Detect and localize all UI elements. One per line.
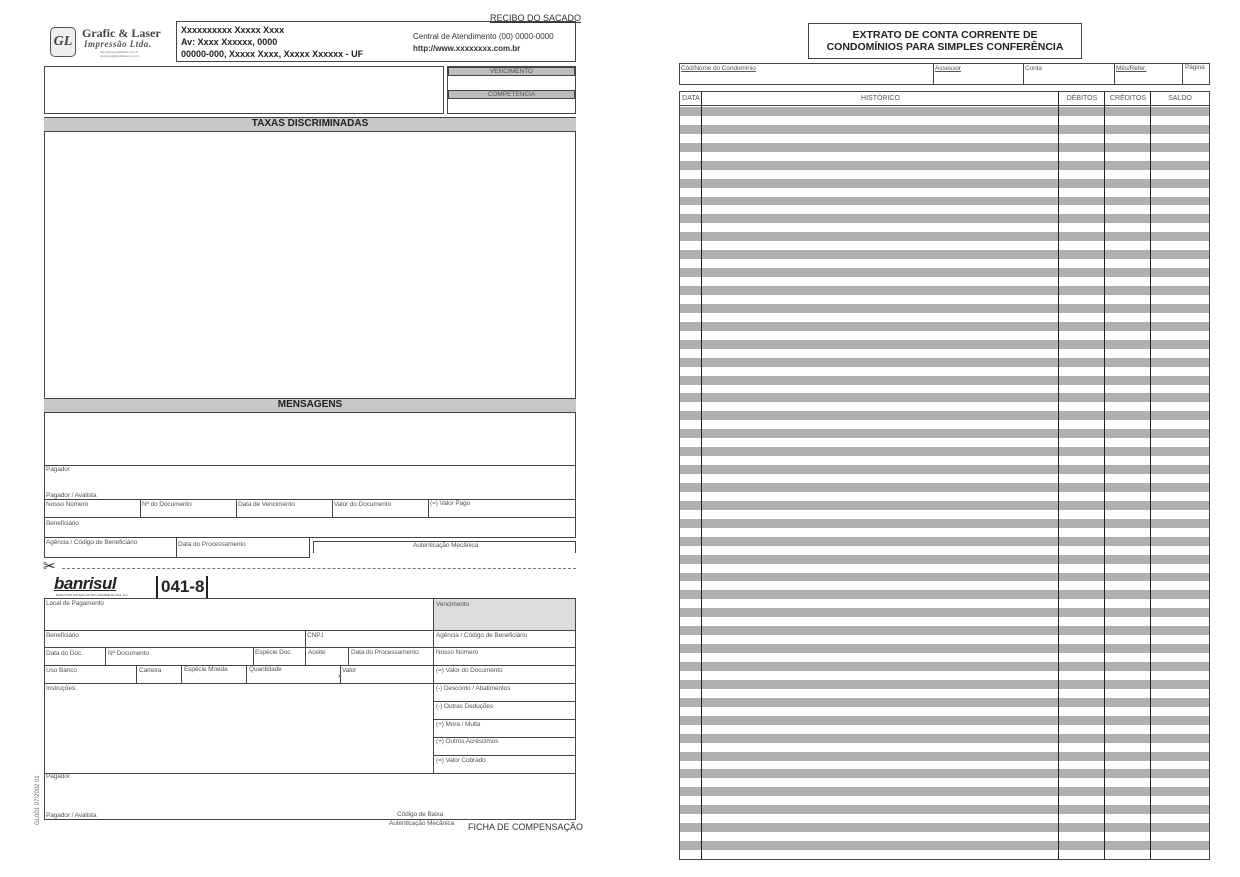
taxas-header: TAXAS DISCRIMINADAS (44, 117, 576, 132)
ledger-row-stripe (680, 769, 1209, 778)
banrisul-subtext: BANCO DO ESTADO DO RIO GRANDE DO SUL S.A. (56, 593, 129, 597)
instrucoes-label: Instruções: (46, 685, 77, 692)
col-historico: HISTÓRICO (861, 95, 900, 102)
valor-cobrado-label: (=) Valor Cobrado (436, 757, 486, 764)
codigo-baixa-label: Código de Baixa (397, 811, 444, 818)
ficha-title: FICHA DE COMPENSAÇÃO (468, 822, 584, 832)
ledger-row-stripe (680, 107, 1209, 116)
col-saldo: SALDO (1168, 95, 1192, 102)
ledger-row-stripe (680, 573, 1209, 582)
ledger-row-stripe (680, 698, 1209, 707)
company-logo (48, 24, 173, 62)
ledger-row-stripe (680, 179, 1209, 188)
valor-label: Valor (342, 667, 357, 674)
logo-line2: Impressão Ltda. (84, 39, 152, 49)
col-creditos: CRÉDITOS (1109, 95, 1147, 102)
ledger-row-stripe (680, 304, 1209, 313)
ledger-row-stripe (680, 232, 1209, 241)
ledger-row-stripe (680, 322, 1209, 331)
ledger-row-stripe (680, 644, 1209, 653)
ficha-valor-documento-label: (=) Valor do Documento (436, 667, 503, 674)
nosso-numero-label: Nosso Número (46, 501, 89, 508)
ledger-row-stripe (680, 805, 1209, 814)
col-divider-historico (1058, 92, 1059, 860)
ledger-row-stripe (680, 608, 1209, 617)
address-line1: Xxxxxxxxxx Xxxxx Xxxx (181, 25, 285, 35)
valor-documento-label: Valor do Documento (334, 501, 391, 508)
ledger-row-stripe (680, 214, 1209, 223)
ledger-body (680, 107, 1209, 859)
contact-url: http://www.xxxxxxxx.com.br (413, 44, 521, 53)
pagador-box (44, 465, 576, 500)
especie-doc-label: Espécie Doc. (255, 649, 293, 656)
x-mark: x (338, 673, 342, 680)
ledger-row-stripe (680, 161, 1209, 170)
ledger-row-stripe (680, 268, 1209, 277)
ledger-row-stripe (680, 465, 1209, 474)
competencia-header: COMPETÊNCIA (448, 90, 575, 99)
pagador-avalista-label: Pagador / Avalista (46, 492, 97, 499)
ledger-row-stripe (680, 716, 1209, 725)
n-documento-label: Nº do Documento (142, 501, 192, 508)
uso-banco-label: Uso Banco (46, 667, 77, 674)
assessor-field[interactable]: Assessor (935, 65, 961, 72)
dates-box (447, 66, 576, 114)
ficha-pagador-avalista-label: Pagador / Avalista (46, 812, 97, 819)
ledger-row-stripe (680, 734, 1209, 743)
mensagens-header: MENSAGENS (44, 398, 576, 413)
col-divider-data (701, 92, 702, 860)
contact-phone: Central de Atendimento (00) 0000-0000 (413, 32, 554, 41)
ledger-row-stripe (680, 197, 1209, 206)
ledger-row-stripe (680, 787, 1209, 796)
outras-deducoes-label: (-) Outras Deduções (436, 703, 493, 710)
mora-multa-label: (+) Mora / Multa (436, 721, 481, 728)
pagador-label: Pagador (46, 466, 70, 473)
ledger-row-stripe (680, 823, 1209, 832)
logo-small-line2: producao@graficlaser.com.br (100, 54, 140, 58)
ledger-row-stripe (680, 125, 1209, 134)
ledger-header-row (680, 92, 1209, 106)
autenticacao-label: Autenticação Mecânica (413, 542, 479, 549)
ledger-row-stripe (680, 555, 1209, 564)
header-box (176, 21, 576, 62)
outros-acrescimos-label: (+) Outros Acréscimos (436, 738, 499, 745)
especie-moeda-label: Espécie Moeda (184, 666, 228, 673)
bank-code-divider-right (206, 576, 208, 598)
receipt-beneficiario-box (44, 517, 576, 538)
valor-pago-label: (=) Valor Pago (430, 500, 471, 507)
main-body-box (44, 117, 576, 466)
receipt-row-numbers (44, 499, 576, 518)
ficha-agencia-label: Agência / Código de Beneficiário (436, 632, 528, 639)
ledger-row-stripe (680, 358, 1209, 367)
ficha-n-documento-label: Nº Documento (108, 650, 149, 657)
address-area-box (44, 66, 444, 114)
logo-small-line1: http://www.graficlaser.com.br (100, 50, 139, 54)
mes-refer-field[interactable]: Mês/Refer. (1116, 65, 1147, 72)
ficha-vencimento-label: Vencimento (436, 601, 469, 608)
ledger-row-stripe (680, 393, 1209, 402)
ledger-row-stripe (680, 662, 1209, 671)
data-processamento-label: Data do Processamento (178, 541, 246, 548)
bank-code-divider-left (156, 576, 158, 598)
ledger-row-stripe (680, 590, 1209, 599)
ledger-row-stripe (680, 626, 1209, 635)
ficha-beneficiario-label: Beneficiário (46, 632, 79, 639)
ledger-row-stripe (680, 752, 1209, 761)
col-debitos: DÉBITOS (1066, 95, 1098, 102)
scissors-icon: ✂ (43, 558, 56, 575)
cnpj-label: CNPJ (307, 632, 324, 639)
statement-title-line1: EXTRATO DE CONTA CORRENTE DE (852, 29, 1038, 41)
col-data: DATA (682, 95, 700, 102)
local-pagamento-label: Local de Pagamento (46, 600, 104, 607)
cut-line (62, 568, 576, 569)
banrisul-logo (52, 574, 152, 599)
ledger-row-stripe (680, 483, 1209, 492)
agencia-codigo-label: Agência / Código de Beneficiário (46, 539, 138, 546)
ledger-row-stripe (680, 537, 1209, 546)
ficha-autenticacao-label: Autenticação Mecânica (389, 820, 455, 827)
ledger-row-stripe (680, 286, 1209, 295)
data-vencimento-label: Data de Vencimento (238, 501, 295, 508)
col-divider-debitos (1104, 92, 1105, 860)
aceite-label: Aceite (308, 649, 326, 656)
carteira-label: Carteira (139, 667, 162, 674)
ledger-row-stripe (680, 411, 1209, 420)
cod-nome-field[interactable]: Cód/Nome do Condomínio (681, 65, 756, 72)
col-divider-creditos (1150, 92, 1151, 860)
banrisul-wordmark: banrisul (54, 574, 117, 593)
logo-line1: Grafic & Laser (82, 26, 161, 40)
address-line3: 00000-000, Xxxxx Xxxx, Xxxxx Xxxxxx - UF (181, 49, 364, 59)
ledger-row-stripe (680, 501, 1209, 510)
data-doc-label: Data do Doc. (46, 650, 83, 657)
ledger-table (679, 91, 1210, 860)
pagina-field[interactable]: Página (1185, 64, 1205, 71)
ficha-nosso-numero-label: Nosso Número (436, 649, 479, 656)
conta-field[interactable]: Conta (1025, 65, 1042, 72)
statement-title-line2: CONDOMÍNIOS PARA SIMPLES CONFERÊNCIA (826, 41, 1064, 53)
ledger-row-stripe (680, 447, 1209, 456)
ledger-row-stripe (680, 376, 1209, 385)
ledger-row-stripe (680, 429, 1209, 438)
bank-code: 041-8 (161, 577, 205, 596)
receipt-title: RECIBO DO SACADO (490, 13, 582, 23)
ledger-row-stripe (680, 340, 1209, 349)
side-code: GL001 07/2002 01 (35, 775, 41, 825)
ficha-pagador-label: Pagador (46, 773, 70, 780)
address-line2: Av: Xxxx Xxxxxx, 0000 (181, 37, 278, 47)
statement-title-box (808, 23, 1082, 59)
ledger-row-stripe (680, 250, 1209, 259)
ficha-data-processamento-label: Data do Processamento (351, 649, 419, 656)
ledger-row-stripe (680, 519, 1209, 528)
ledger-row-stripe (680, 143, 1209, 152)
vencimento-header: VENCIMENTO (448, 67, 575, 76)
logo-monogram-icon: GL (50, 27, 76, 57)
desconto-label: (-) Desconto / Abatimentos (436, 685, 511, 692)
ledger-row-stripe (680, 680, 1209, 689)
quantidade-label: Quantidade (249, 666, 282, 673)
ledger-row-stripe (680, 841, 1209, 850)
right-page (620, 0, 1240, 877)
beneficiario-label: Beneficiário (46, 520, 79, 527)
